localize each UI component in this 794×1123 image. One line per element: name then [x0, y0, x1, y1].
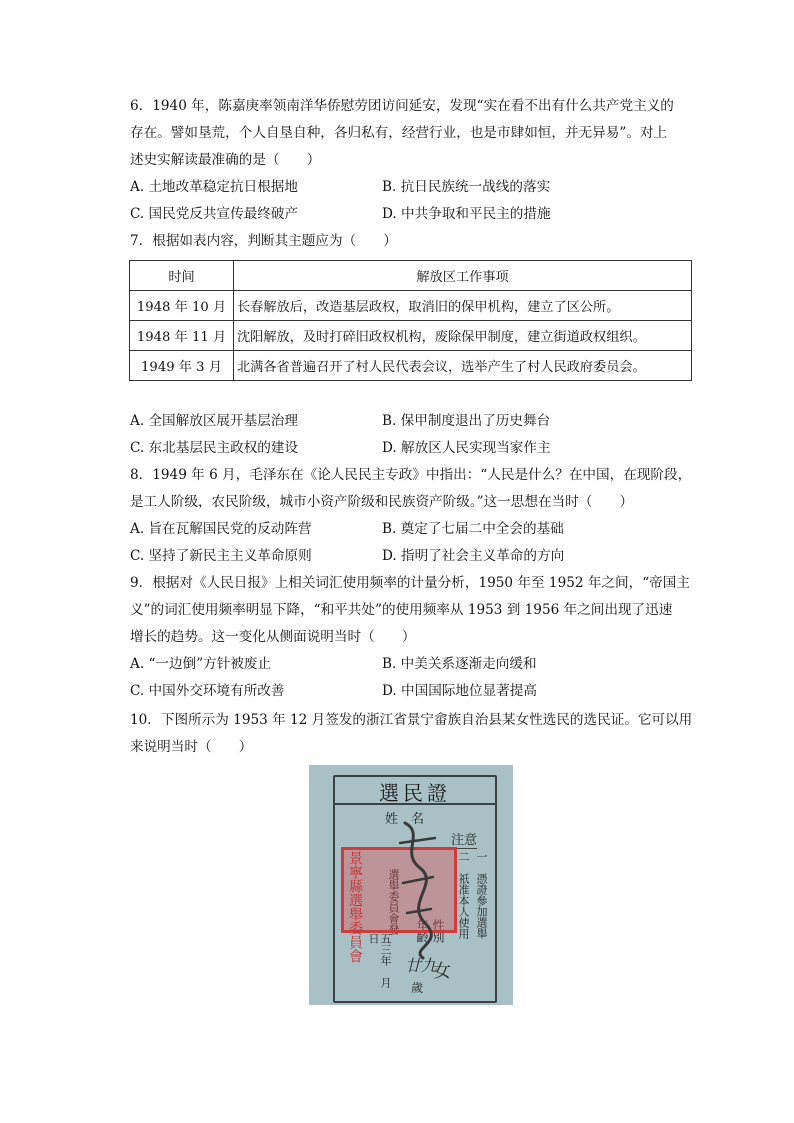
- note-1: 一 憑證參加選舉: [475, 851, 488, 939]
- issuer-label: 選舉委員會發: [387, 869, 400, 935]
- q8-line-2: 是工人阶级，农民阶级，城市小资产阶级和民族资产阶级。”这一思想在当时（ ）: [130, 494, 634, 510]
- q6-option-a: A. 土地改革稳定抗日根据地: [130, 179, 298, 195]
- table-row: [130, 291, 692, 321]
- table-header-time: 时间: [130, 261, 234, 291]
- q8-option-a: A. 旨在瓦解国民党的反动阵营: [130, 521, 312, 537]
- certificate-border: [333, 775, 497, 1003]
- q8-option-c: C. 坚持了新民主主义革命原则: [130, 548, 312, 564]
- q7-option-d: D. 解放区人民实现当家作主: [382, 440, 551, 456]
- q9-option-a: A. “一边倒”方针被废止: [130, 656, 272, 672]
- q7-option-a: A. 全国解放区展开基层治理: [130, 413, 298, 429]
- age-label: 年齡: [415, 919, 429, 943]
- age-value: 廿九: [405, 956, 438, 975]
- table-row: [130, 351, 692, 381]
- q9-option-d: D. 中国国际地位显著提高: [382, 683, 537, 699]
- q6-option-b: B. 抗日民族统一战线的落实: [382, 179, 551, 195]
- q7-table: [129, 260, 692, 381]
- q9-line-3: 增长的趋势。这一变化从侧面说明当时（ ）: [130, 629, 416, 645]
- q6-option-d: D. 中共争取和平民主的措施: [382, 206, 551, 222]
- gender-label: 性別: [431, 919, 445, 943]
- table-cell-matter: 沈阳解放，及时打碎旧政权机构，废除保甲制度，建立街道政权组织。: [234, 321, 692, 351]
- q8-option-b: B. 奠定了七届二中全会的基础: [382, 521, 564, 537]
- table-cell-time: 1948 年 10 月: [130, 291, 234, 321]
- q6-line-3: 述史实解读最准确的是（ ）: [130, 152, 321, 168]
- name-label: 姓 名: [385, 812, 425, 827]
- q7-option-c: C. 东北基层民主政权的建设: [130, 440, 299, 456]
- seal-text: 景寧縣選舉委員會: [347, 851, 363, 963]
- note-label: 注意: [451, 829, 477, 849]
- handwritten-name-signature: [395, 813, 445, 963]
- q9-line-1: 9．根据对《人民日报》上相关词汇使用频率的计量分析，1950 年至 1952 年之间，“帝国主: [130, 575, 690, 591]
- gender-value: 女: [433, 961, 451, 982]
- q8-line-1: 8．1949 年 6 月，毛泽东在《论人民民主专政》中指出：“人民是什么？在中国，在现阶段，: [130, 467, 692, 483]
- q9-option-b: B. 中美关系逐渐走向缓和: [382, 656, 537, 672]
- date-text: 五三年 月 日: [367, 933, 392, 999]
- q9-line-2: 义”的词汇使用频率明显下降，“和平共处”的使用频率从 1953 到 1956 年之间出现了迅速: [130, 602, 673, 618]
- q6-line-1: 6．1940 年，陈嘉庚率领南洋华侨慰劳团访问延安，发现“实在看不出有什么共产党主义的: [130, 98, 674, 114]
- q10-line-2: 来说明当时（ ）: [130, 739, 253, 755]
- q9-option-c: C. 中国外交环境有所改善: [130, 683, 285, 699]
- q8-option-d: D. 指明了社会主义革命的方向: [382, 548, 565, 564]
- q6-option-c: C. 国民党反共宣传最终破产: [130, 206, 299, 222]
- q10-line-1: 10．下图所示为 1953 年 12 月签发的浙江省景宁畲族自治县某女性选民的选民证。它可以用: [130, 712, 693, 728]
- table-header-row: [130, 261, 692, 291]
- q7-line-1: 7．根据如表内容，判断其主题应为（ ）: [130, 233, 397, 249]
- table-header-matters: 解放区工作事项: [234, 261, 692, 291]
- table-cell-time: 1948 年 11 月: [130, 321, 234, 351]
- age-unit: 歲: [411, 981, 424, 995]
- q6-line-2: 存在。譬如垦荒，个人自垦自种，各归私有，经营行业，也是市肆如恒，并无异易”。对上: [130, 125, 668, 141]
- voter-certificate-image: [309, 765, 513, 1005]
- table-cell-time: 1949 年 3 月: [130, 351, 234, 381]
- table-cell-matter: 长春解放后，改造基层政权，取消旧的保甲机构，建立了区公所。: [234, 291, 692, 321]
- table-row: [130, 321, 692, 351]
- table-cell-matter: 北满各省普遍召开了村人民代表会议，选举产生了村人民政府委员会。: [234, 351, 692, 381]
- note-2: 二 祇准本人使用: [457, 851, 470, 939]
- certificate-title: 選民證: [335, 777, 495, 805]
- q7-option-b: B. 保甲制度退出了历史舞台: [382, 413, 551, 429]
